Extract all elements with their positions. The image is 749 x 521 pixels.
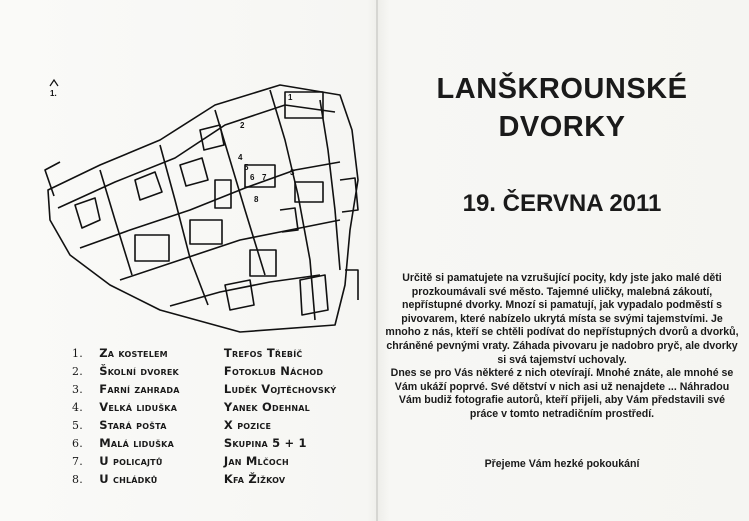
legend-place: Velká liduška: [99, 400, 178, 414]
legend-place: Malá liduška: [99, 436, 174, 450]
legend-row: [60, 362, 370, 380]
map-label-marker: 1.: [50, 89, 57, 98]
closing-line: Přejeme Vám hezké pokoukání: [484, 458, 640, 470]
legend-author: Yanek Odehnal: [223, 400, 310, 414]
legend-place: U policajtů: [99, 454, 163, 468]
map-label-7: 7: [262, 173, 267, 182]
legend-author: Fotoklub Náchod: [223, 364, 324, 378]
map-label-3: 3: [290, 168, 295, 177]
legend-place: Za kostelem: [99, 346, 168, 360]
legend-number: 5.: [72, 418, 83, 432]
map-label-6: 6: [250, 173, 255, 182]
map-label-8: 8: [254, 195, 259, 204]
map-label-1: 1: [288, 93, 293, 102]
legend-row: [60, 434, 370, 452]
paper-fold: [376, 0, 378, 521]
legend-author: X pozice: [223, 418, 272, 432]
title-line-2: DVORKY: [498, 111, 626, 143]
legend-row: [60, 380, 370, 398]
legend-number: 2.: [72, 364, 83, 378]
north-arrow-icon: [50, 80, 58, 86]
legend-place: Farní zahrada: [99, 382, 180, 396]
legend-row: [60, 416, 370, 434]
paragraph-today: Dnes se pro Vás některé z nich otevírají. Mnohé znáte, ale mnohé se Vám ukáží poprvé. Své dětství v nich asi už nenajdete ... Náhradou Vám budiž fotografie autorů, kteří přijeli, aby Vám představili své práce v tomto netradičním prostředí.: [390, 367, 734, 420]
invitation-text: [385, 272, 739, 422]
legend-author: Jan Mlčoch: [223, 454, 289, 468]
legend-author: Skupina 5 + 1: [223, 436, 307, 450]
title-line-1: LANŠKROUNSKÉ: [436, 73, 688, 105]
legend-place: Školní dvorek: [99, 364, 179, 378]
legend-number: 6.: [72, 436, 83, 450]
event-title: [392, 70, 732, 146]
legend-author: Kfa Žižkov: [223, 472, 286, 486]
legend-number: 1.: [72, 346, 83, 360]
legend-row: [60, 398, 370, 416]
legend-place: U chládků: [99, 472, 158, 486]
legend-row: [60, 470, 370, 488]
legend-number: 3.: [72, 382, 83, 396]
event-date: 19. ČERVNA 2011: [462, 190, 662, 217]
location-legend: [60, 344, 370, 488]
town-map: [40, 70, 370, 340]
legend-author: Trefos Třebíč: [223, 346, 303, 360]
legend-row: [60, 452, 370, 470]
legend-row: [60, 344, 370, 362]
legend-number: 4.: [72, 400, 83, 414]
legend-number: 8.: [72, 472, 83, 486]
map-label-5: 5: [244, 163, 249, 172]
legend-author: Luděk Vojtěchovský: [223, 382, 337, 396]
map-label-4: 4: [238, 153, 243, 162]
legend-number: 7.: [72, 454, 83, 468]
paragraph-intro: Určitě si pamatujete na vzrušující pocity, kdy jste jako malé děti prozkoumávali své město. Tajemné uličky, malebná zákoutí, nepřístupné dvorky. Mnozí si pamatují, jak vypadalo podměstí s pivovarem, které nabízelo ukrytá místa se svými tajemstvími. Je mnoho z nás, kteří se chtěli podívat do nepřístupných dvorů a dvorků, chráněné pevnými vraty. Záhada pivovaru je nadobro pryč, ale dvorky si svá tajemství uchovaly.: [385, 272, 739, 366]
map-drawing: [40, 70, 370, 340]
map-label-2: 2: [240, 121, 245, 130]
legend-place: Stará pošta: [99, 418, 167, 432]
